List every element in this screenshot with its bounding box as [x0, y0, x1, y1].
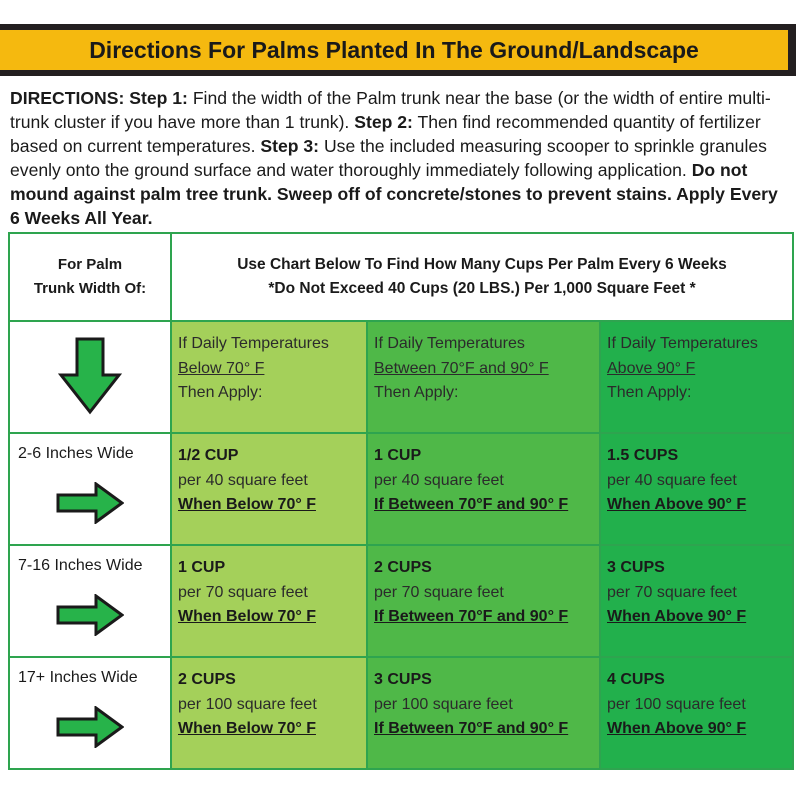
dosage-condition: When Below 70° F	[178, 496, 316, 513]
dosage-condition: When Below 70° F	[178, 608, 316, 625]
row-label: 17+ Inches Wide	[18, 669, 138, 686]
dosage-amount: 4 CUPS	[607, 671, 665, 688]
temp-col3-line2: Above 90° F	[607, 359, 696, 377]
right-arrow-icon	[56, 482, 124, 524]
temperature-row	[9, 321, 793, 433]
dosage-area: per 100 square feet	[178, 695, 317, 713]
header-right-line1: Use Chart Below To Find How Many Cups Per Palm Every 6 Weeks	[237, 256, 727, 273]
row-label: 2-6 Inches Wide	[18, 445, 134, 462]
chart-instructions-header	[171, 233, 793, 321]
dosage-cell	[171, 433, 367, 545]
temp-column-below-70	[171, 321, 367, 433]
dosage-area: per 40 square feet	[607, 471, 737, 489]
temp-col2-line3: Then Apply:	[374, 384, 459, 401]
header-left-line2: Trunk Width Of:	[33, 280, 147, 297]
temp-col3-line1: If Daily Temperatures	[607, 335, 758, 352]
row-label-cell	[9, 545, 171, 657]
dosage-cell	[171, 657, 367, 769]
temp-col2-line1: If Daily Temperatures	[374, 335, 525, 352]
dosage-cell	[600, 433, 793, 545]
directions-paragraph	[10, 86, 790, 230]
dosage-area: per 40 square feet	[178, 471, 308, 489]
dosage-condition: When Above 90° F	[607, 608, 747, 625]
header-right-line2: *Do Not Exceed 40 Cups (20 LBS.) Per 1,000 Square Feet *	[268, 280, 696, 297]
temp-column-between-70-90	[367, 321, 600, 433]
step2-text: Then find recommended quantity of fertilizer based on current temperatures.	[10, 112, 761, 156]
page-title: Directions For Palms Planted In The Ground/Landscape	[0, 30, 788, 70]
dosage-cell	[600, 657, 793, 769]
directions-prefix: DIRECTIONS:	[10, 88, 125, 108]
right-arrow-icon	[56, 594, 124, 636]
temp-col1-line3: Then Apply:	[178, 384, 263, 401]
temp-col3-line3: Then Apply:	[607, 384, 692, 401]
table-row	[9, 545, 793, 657]
table-row	[9, 657, 793, 769]
dosage-area: per 100 square feet	[374, 695, 513, 713]
temp-col2-line2: Between 70°F and 90° F	[374, 359, 549, 377]
dosage-amount: 2 CUPS	[374, 559, 432, 576]
step2-label: Step 2:	[354, 112, 413, 132]
step1-text: Find the width of the Palm trunk near the base (or the width of entire multi-trunk cluster if you have more than 1 trunk).	[10, 88, 771, 132]
dosage-condition: When Above 90° F	[607, 496, 747, 513]
right-arrow-icon	[56, 706, 124, 748]
temp-col1-line1: If Daily Temperatures	[178, 335, 329, 352]
dosage-amount: 3 CUPS	[607, 559, 665, 576]
row-label-cell	[9, 433, 171, 545]
dosage-condition: When Above 90° F	[607, 720, 747, 737]
dosage-cell	[600, 545, 793, 657]
step1-label: Step 1:	[129, 88, 188, 108]
dosage-area: per 100 square feet	[607, 695, 746, 713]
row-label: 7-16 Inches Wide	[18, 557, 143, 574]
dosage-condition: If Between 70°F and 90° F	[374, 720, 569, 737]
header-left-line1: For Palm	[57, 256, 123, 273]
temp-column-above-90	[600, 321, 793, 433]
warning-text: Do not mound against palm tree trunk. Sweep off of concrete/stones to prevent stains. Apply Every 6 Weeks All Year.	[10, 160, 778, 228]
dosage-area: per 70 square feet	[607, 583, 737, 601]
dosage-amount: 1 CUP	[178, 559, 226, 576]
dosage-amount: 1.5 CUPS	[607, 447, 679, 464]
down-arrow-icon	[58, 337, 122, 415]
dosage-amount: 1/2 CUP	[178, 447, 239, 464]
dosage-area: per 70 square feet	[178, 583, 308, 601]
dosage-amount: 1 CUP	[374, 447, 422, 464]
dosage-condition: When Below 70° F	[178, 720, 316, 737]
step3-text: Use the included measuring scooper to sprinkle granules evenly onto the ground surface and water thoroughly immediately following application.	[10, 136, 767, 180]
down-arrow-cell	[9, 321, 171, 433]
temp-col1-line2: Below 70° F	[178, 359, 265, 377]
dosage-area: per 70 square feet	[374, 583, 504, 601]
dosage-condition: If Between 70°F and 90° F	[374, 608, 569, 625]
dosage-cell	[367, 545, 600, 657]
dosage-chart	[8, 232, 794, 770]
dosage-cell	[171, 545, 367, 657]
dosage-amount: 3 CUPS	[374, 671, 432, 688]
dosage-condition: If Between 70°F and 90° F	[374, 496, 569, 513]
step3-label: Step 3:	[260, 136, 320, 156]
dosage-cell	[367, 433, 600, 545]
row-label-cell	[9, 657, 171, 769]
trunk-width-header	[9, 233, 171, 321]
chart-header-row	[9, 233, 793, 321]
title-banner	[0, 24, 796, 76]
dosage-area: per 40 square feet	[374, 471, 504, 489]
dosage-amount: 2 CUPS	[178, 671, 236, 688]
dosage-cell	[367, 657, 600, 769]
table-row	[9, 433, 793, 545]
